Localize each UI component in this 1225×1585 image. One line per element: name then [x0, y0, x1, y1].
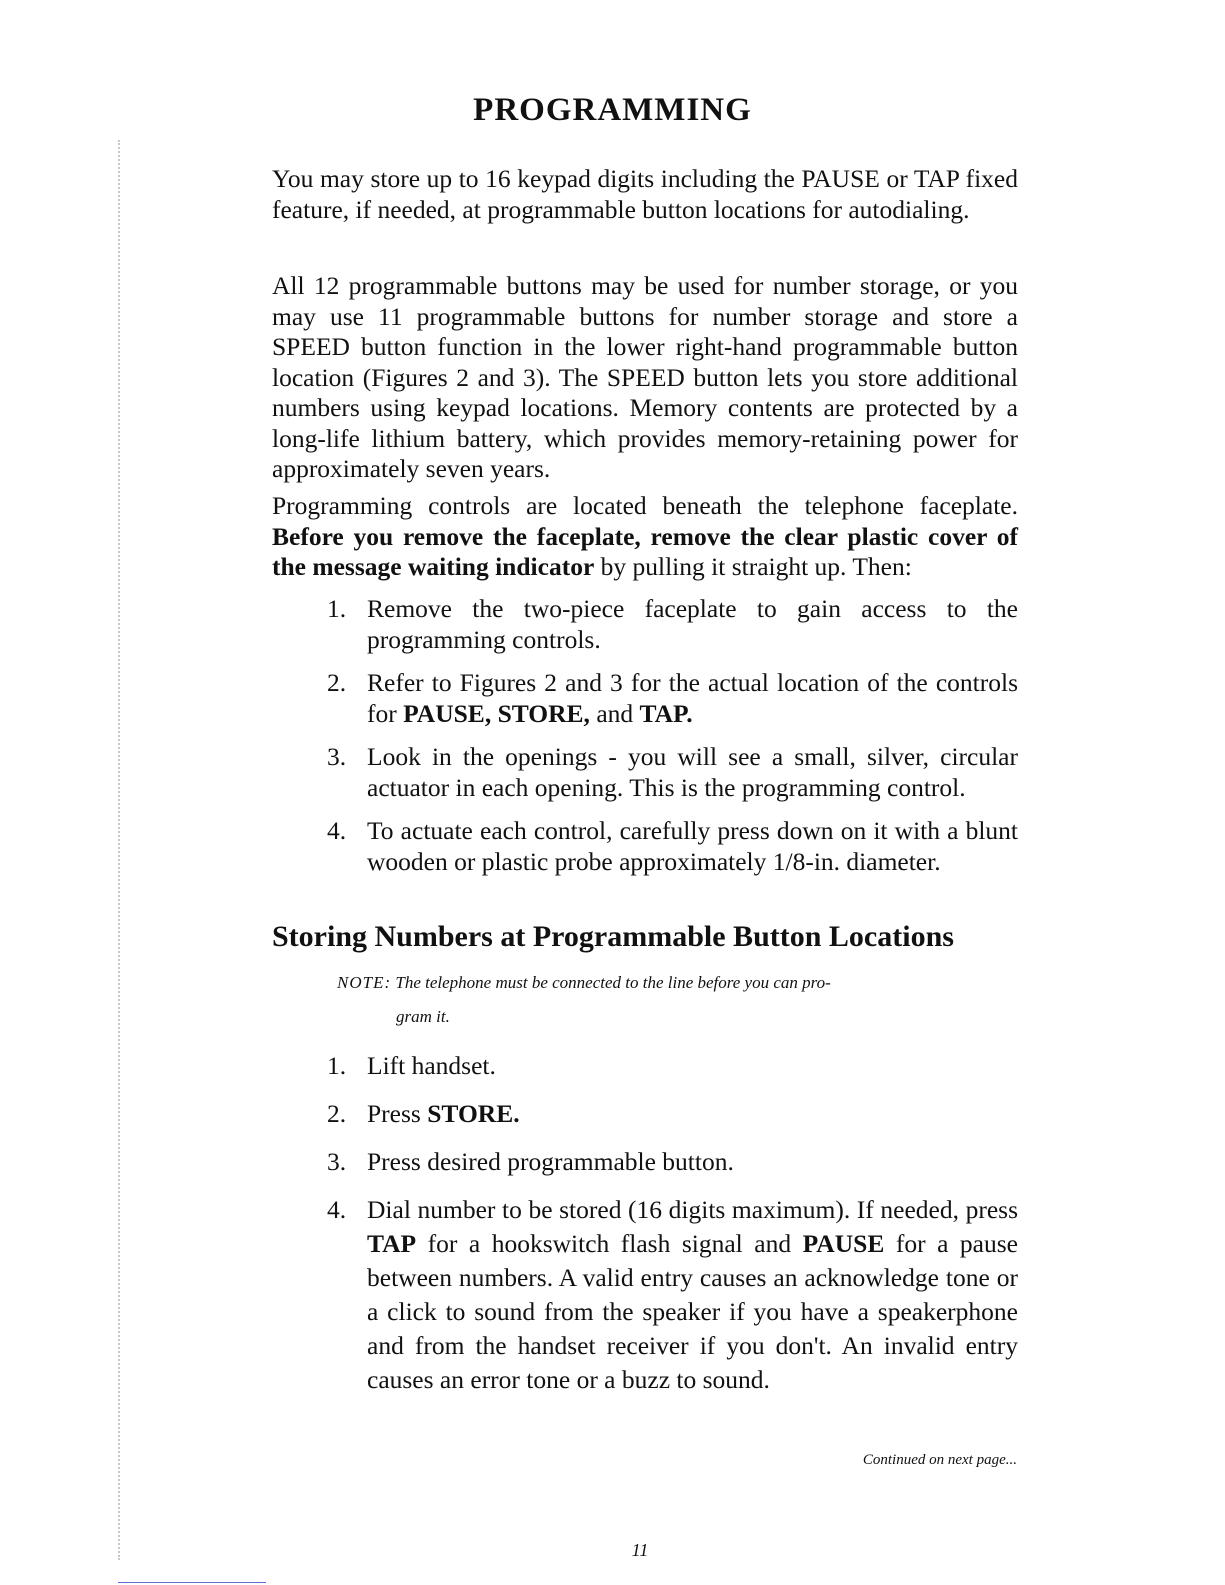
- page-number: 11: [631, 1540, 649, 1560]
- list-item: 4. To actuate each control, carefully press down on it with a blunt wooden or plastic probe approximately 1/8-in. diameter.: [327, 816, 1018, 876]
- list-item: 3. Look in the openings - you will see a small, silver, circular actuator in each opening. This is the programming control.: [327, 742, 1018, 802]
- section-heading: Storing Numbers at Programmable Button Locations: [272, 920, 954, 953]
- storing-steps: [272, 1049, 1018, 1397]
- page-title: PROGRAMMING: [473, 92, 752, 128]
- list-item: 3. Press desired programmable button.: [327, 1147, 734, 1176]
- intro-paragraph: You may store up to 16 keypad digits including the PAUSE or TAP fixed feature, if needed, at programmable button locations for autodialing.: [272, 164, 1018, 224]
- list-item: 1. Remove the two-piece faceplate to gain access to the programming controls.: [327, 594, 1018, 654]
- faceplate-warning: Before you remove the faceplate, remove the clear plastic cover of the message waiting indicator: [272, 521, 1018, 581]
- controls-paragraph: Programming controls are located beneath the telephone faceplate. Before you remove the faceplate, remove the clear plastic cover of the message waiting indicator by pulling it straight up. Then:: [272, 491, 1018, 581]
- continued-note: Continued on next page...: [862, 1452, 1017, 1468]
- list-item: 4. Dial number to be stored (16 digits maximum). If needed, press TAP for a hookswitch flash signal and PAUSE for a pause between numbers. A valid entry causes an acknowledge tone or a click to sound from the speaker if you have a speakerphone and from the handset receiver if you don't. An invalid entry causes an error tone or a buzz to sound.: [327, 1195, 1018, 1394]
- scan-margin-artifact: [118, 140, 150, 1560]
- list-item: 2. Press STORE.: [327, 1099, 520, 1128]
- buttons-paragraph: All 12 programmable buttons may be used for number storage, or you may use 11 programmable buttons for number storage and store a SPEED button function in the lower right-hand programmable button location (Figures 2 and 3). The SPEED button lets you store additional numbers using keypad locations. Memory contents are protected by a long-life lithium battery, which provides memory-retaining power for approximately seven years.: [272, 271, 1018, 483]
- faceplate-steps: [272, 594, 1018, 877]
- list-item: 1. Lift handset.: [327, 1051, 496, 1080]
- scan-edge-line: [118, 1582, 266, 1583]
- list-item: 2. Refer to Figures 2 and 3 for the actual location of the controls for PAUSE, STORE, and TAP.: [327, 668, 1018, 728]
- note: NOTE: The telephone must be connected to the line before you can pro- gram it.: [337, 973, 831, 1026]
